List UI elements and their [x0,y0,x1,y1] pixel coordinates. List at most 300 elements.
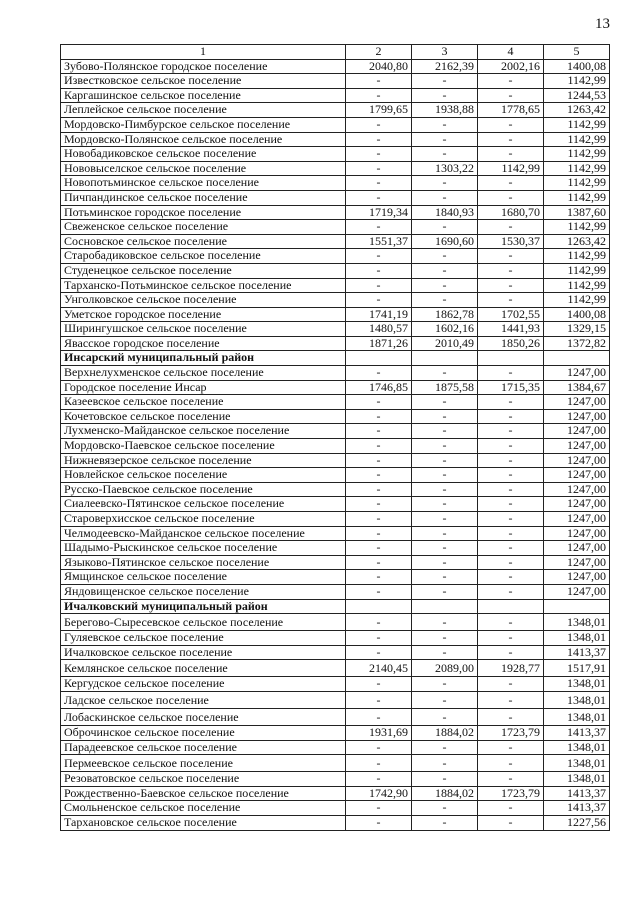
value-cell-2: 1799,65 [346,103,412,118]
value-cell-4: - [478,293,544,308]
settlement-name: Сиалеевско-Пятинское сельское поселение [61,497,346,512]
value-cell-4: - [478,468,544,483]
table-header-row [61,45,610,60]
value-cell-3: - [412,614,478,631]
value-cell-2: - [346,645,412,660]
settlement-name: Кемлянское сельское поселение [61,660,346,677]
value-cell-2: 1480,57 [346,322,412,337]
value-cell-2: - [346,117,412,132]
table-row [61,103,610,118]
table-row [61,132,610,147]
value-cell-3: - [412,497,478,512]
settlement-name: Студенецкое сельское поселение [61,263,346,278]
value-cell-2: - [346,395,412,410]
settlement-name: Тархановское сельское поселение [61,815,346,830]
value-cell-2: - [346,190,412,205]
value-cell-2: - [346,249,412,264]
value-cell-4: - [478,482,544,497]
value-cell-4: - [478,74,544,89]
settlement-name: Пичпандинское сельское поселение [61,190,346,205]
value-cell-5: 1413,37 [544,645,610,660]
value-cell-3: - [412,512,478,527]
settlement-name: Казеевское сельское поселение [61,395,346,410]
table-row [61,278,610,293]
value-cell-4: - [478,220,544,235]
value-cell-3: 1938,88 [412,103,478,118]
value-cell-4: - [478,541,544,556]
value-cell-5: 1247,00 [544,512,610,527]
value-cell-5: 1348,01 [544,708,610,725]
value-cell-5: 1384,67 [544,380,610,395]
table-row [61,786,610,801]
value-cell-2: - [346,453,412,468]
value-cell-4: 1702,55 [478,307,544,322]
value-cell-2: - [346,293,412,308]
value-cell-3: - [412,147,478,162]
value-cell-5: 1247,00 [544,555,610,570]
value-cell-2: - [346,570,412,585]
value-cell-4 [478,351,544,366]
settlement-name: Кергудское сельское поселение [61,677,346,692]
table-row [61,409,610,424]
settlement-name: Оброчинское сельское поселение [61,725,346,740]
settlement-name: Мордовско-Паевское сельское поселение [61,439,346,454]
settlement-name: Резоватовское сельское поселение [61,772,346,787]
value-cell-4: - [478,263,544,278]
table-row [61,497,610,512]
value-cell-3 [412,599,478,614]
value-cell-3: - [412,249,478,264]
value-cell-5: 1413,37 [544,786,610,801]
table-row [61,453,610,468]
value-cell-4: - [478,190,544,205]
table-row [61,249,610,264]
table-row [61,614,610,631]
value-cell-4: - [478,631,544,646]
value-cell-4: - [478,88,544,103]
value-cell-3: - [412,526,478,541]
value-cell-5: 1247,00 [544,395,610,410]
value-cell-5: 1329,15 [544,322,610,337]
value-cell-5: 1247,00 [544,366,610,381]
settlement-name: Русско-Паевское сельское поселение [61,482,346,497]
settlement-name: Ичалковское сельское поселение [61,645,346,660]
settlement-name: Ладское сельское поселение [61,691,346,708]
value-cell-5: 1348,01 [544,740,610,755]
value-cell-2: - [346,263,412,278]
settlement-name: Сосновское сельское поселение [61,234,346,249]
value-cell-3: - [412,815,478,830]
value-cell-5 [544,351,610,366]
value-cell-4: - [478,555,544,570]
value-cell-3: 1875,58 [412,380,478,395]
value-cell-4: - [478,424,544,439]
settlement-name: Лухменско-Майданское сельское поселение [61,424,346,439]
value-cell-3: - [412,409,478,424]
value-cell-3: - [412,772,478,787]
table-row [61,691,610,708]
value-cell-3: - [412,555,478,570]
settlement-name: Языково-Пятинское сельское поселение [61,555,346,570]
value-cell-3: 2162,39 [412,59,478,74]
value-cell-4: 1715,35 [478,380,544,395]
column-header: 4 [478,45,544,60]
value-cell-4: - [478,677,544,692]
value-cell-4: - [478,645,544,660]
settlement-name: Уметское городское поселение [61,307,346,322]
value-cell-3: - [412,278,478,293]
table-row [61,512,610,527]
section-header-row [61,351,610,366]
settlement-name: Городское поселение Инсар [61,380,346,395]
value-cell-4 [478,599,544,614]
value-cell-3: - [412,677,478,692]
value-cell-3: - [412,293,478,308]
value-cell-2: - [346,424,412,439]
table-row [61,631,610,646]
table-row [61,725,610,740]
settlement-name: Шадымо-Рыскинское сельское поселение [61,541,346,556]
value-cell-5: 1247,00 [544,526,610,541]
value-cell-2: - [346,161,412,176]
value-cell-2: - [346,584,412,599]
value-cell-2: - [346,74,412,89]
value-cell-3: - [412,190,478,205]
tariff-table-container [60,44,610,831]
value-cell-4: - [478,147,544,162]
value-cell-5: 1247,00 [544,541,610,556]
settlement-name: Потьминское городское поселение [61,205,346,220]
value-cell-3: - [412,584,478,599]
settlement-name: Берегово-Сыресевское сельское поселение [61,614,346,631]
settlement-name: Челмодеевско-Майданское сельское поселение [61,526,346,541]
value-cell-5: 1142,99 [544,220,610,235]
table-row [61,584,610,599]
settlement-name: Явасское городское поселение [61,336,346,351]
value-cell-3: - [412,691,478,708]
value-cell-5: 1517,91 [544,660,610,677]
value-cell-4: - [478,249,544,264]
table-row [61,336,610,351]
settlement-name: Пермеевское сельское поселение [61,755,346,772]
value-cell-3: - [412,220,478,235]
value-cell-3: - [412,263,478,278]
value-cell-2: - [346,801,412,816]
value-cell-2: 1741,19 [346,307,412,322]
value-cell-5: 1142,99 [544,161,610,176]
value-cell-4: - [478,132,544,147]
value-cell-2: - [346,220,412,235]
table-row [61,234,610,249]
value-cell-2: 1746,85 [346,380,412,395]
value-cell-5: 1348,01 [544,691,610,708]
value-cell-2: - [346,555,412,570]
value-cell-2: - [346,691,412,708]
table-row [61,677,610,692]
value-cell-4: 1530,37 [478,234,544,249]
settlement-name: Парадеевское сельское поселение [61,740,346,755]
value-cell-5: 1142,99 [544,117,610,132]
value-cell-5: 1263,42 [544,103,610,118]
value-cell-4: - [478,772,544,787]
table-row [61,815,610,830]
table-body [61,59,610,830]
value-cell-2: 1719,34 [346,205,412,220]
value-cell-5: 1247,00 [544,468,610,483]
table-row [61,395,610,410]
page-number: 13 [595,16,610,32]
tariff-table [60,44,610,831]
table-row [61,482,610,497]
value-cell-2: - [346,772,412,787]
value-cell-3: - [412,645,478,660]
value-cell-5: 1142,99 [544,132,610,147]
table-row [61,526,610,541]
value-cell-3: - [412,366,478,381]
value-cell-5: 1227,56 [544,815,610,830]
value-cell-4: - [478,497,544,512]
value-cell-2: - [346,132,412,147]
value-cell-5: 1247,00 [544,453,610,468]
district-name: Инсарский муниципальный район [61,351,346,366]
value-cell-2: 1931,69 [346,725,412,740]
value-cell-3: - [412,439,478,454]
value-cell-2: - [346,176,412,191]
value-cell-3: - [412,631,478,646]
table-row [61,801,610,816]
table-row [61,307,610,322]
table-row [61,570,610,585]
value-cell-5: 1247,00 [544,409,610,424]
value-cell-4: - [478,570,544,585]
value-cell-4: - [478,395,544,410]
table-row [61,74,610,89]
value-cell-4: - [478,740,544,755]
table-row [61,468,610,483]
value-cell-3: - [412,176,478,191]
table-row [61,293,610,308]
value-cell-4: - [478,815,544,830]
table-row [61,220,610,235]
value-cell-5: 1263,42 [544,234,610,249]
settlement-name: Ямщинское сельское поселение [61,570,346,585]
value-cell-4: 1723,79 [478,725,544,740]
value-cell-2 [346,351,412,366]
table-row [61,322,610,337]
value-cell-3: - [412,468,478,483]
settlement-name: Унголковское сельское поселение [61,293,346,308]
value-cell-3: - [412,88,478,103]
value-cell-5: 1413,37 [544,801,610,816]
value-cell-2: - [346,409,412,424]
value-cell-5: 1142,99 [544,263,610,278]
value-cell-2: - [346,88,412,103]
value-cell-4: - [478,691,544,708]
settlement-name: Ширингушское сельское поселение [61,322,346,337]
settlement-name: Лобаскинское сельское поселение [61,708,346,725]
value-cell-2: - [346,439,412,454]
value-cell-5: 1400,08 [544,307,610,322]
value-cell-2: - [346,526,412,541]
table-row [61,645,610,660]
value-cell-4: 1441,93 [478,322,544,337]
settlement-name: Староверхисское сельское поселение [61,512,346,527]
value-cell-5: 1244,53 [544,88,610,103]
value-cell-2: - [346,815,412,830]
value-cell-5: 1142,99 [544,293,610,308]
value-cell-4: - [478,176,544,191]
value-cell-4: 1142,99 [478,161,544,176]
table-row [61,176,610,191]
settlement-name: Зубово-Полянское городское поселение [61,59,346,74]
value-cell-3: - [412,395,478,410]
value-cell-2: - [346,512,412,527]
value-cell-4: - [478,278,544,293]
table-row [61,147,610,162]
value-cell-3: - [412,74,478,89]
value-cell-3: - [412,117,478,132]
value-cell-2: - [346,468,412,483]
settlement-name: Новлейское сельское поселение [61,468,346,483]
value-cell-3 [412,351,478,366]
settlement-name: Старобадиковское сельское поселение [61,249,346,264]
table-row [61,59,610,74]
settlement-name: Леплейское сельское поселение [61,103,346,118]
value-cell-3: 1602,16 [412,322,478,337]
value-cell-5: 1142,99 [544,176,610,191]
value-cell-4: - [478,801,544,816]
value-cell-2: - [346,482,412,497]
value-cell-3: 1690,60 [412,234,478,249]
value-cell-4: - [478,512,544,527]
table-row [61,366,610,381]
settlement-name: Мордовско-Пимбурское сельское поселение [61,117,346,132]
table-row [61,555,610,570]
value-cell-2: - [346,278,412,293]
value-cell-3: - [412,755,478,772]
value-cell-5: 1247,00 [544,570,610,585]
value-cell-5: 1142,99 [544,278,610,293]
value-cell-5: 1348,01 [544,677,610,692]
value-cell-5: 1387,60 [544,205,610,220]
value-cell-3: 1303,22 [412,161,478,176]
value-cell-5: 1247,00 [544,584,610,599]
value-cell-5: 1247,00 [544,497,610,512]
settlement-name: Новобадиковское сельское поселение [61,147,346,162]
settlement-name: Верхнелухменское сельское поселение [61,366,346,381]
settlement-name: Яндовищенское сельское поселение [61,584,346,599]
table-row [61,117,610,132]
value-cell-4: 1680,70 [478,205,544,220]
value-cell-3: - [412,132,478,147]
value-cell-3: 2089,00 [412,660,478,677]
value-cell-3: 1840,93 [412,205,478,220]
value-cell-5: 1348,01 [544,631,610,646]
section-header-row [61,599,610,614]
table-row [61,424,610,439]
settlement-name: Нижневязерское сельское поселение [61,453,346,468]
value-cell-2: - [346,631,412,646]
value-cell-3: 1884,02 [412,725,478,740]
value-cell-3: - [412,708,478,725]
table-row [61,190,610,205]
value-cell-2 [346,599,412,614]
table-row [61,263,610,278]
settlement-name: Каргашинское сельское поселение [61,88,346,103]
value-cell-2: - [346,541,412,556]
settlement-name: Известковское сельское поселение [61,74,346,89]
value-cell-5: 1400,08 [544,59,610,74]
value-cell-4: - [478,453,544,468]
value-cell-2: 2040,80 [346,59,412,74]
value-cell-5: 1348,01 [544,614,610,631]
settlement-name: Кочетовское сельское поселение [61,409,346,424]
value-cell-3: 1862,78 [412,307,478,322]
column-header: 2 [346,45,412,60]
value-cell-5: 1142,99 [544,147,610,162]
value-cell-5: 1247,00 [544,482,610,497]
value-cell-2: - [346,755,412,772]
value-cell-2: 1742,90 [346,786,412,801]
value-cell-2: - [346,614,412,631]
table-row [61,755,610,772]
settlement-name: Новопотьминское сельское поселение [61,176,346,191]
value-cell-4: - [478,366,544,381]
value-cell-5: 1348,01 [544,755,610,772]
table-row [61,380,610,395]
table-row [61,205,610,220]
value-cell-2: 1551,37 [346,234,412,249]
value-cell-3: - [412,541,478,556]
settlement-name: Мордовско-Полянское сельское поселение [61,132,346,147]
value-cell-5: 1348,01 [544,772,610,787]
value-cell-4: - [478,409,544,424]
column-header: 5 [544,45,610,60]
value-cell-5: 1413,37 [544,725,610,740]
table-row [61,541,610,556]
table-row [61,772,610,787]
value-cell-5: 1372,82 [544,336,610,351]
column-header: 3 [412,45,478,60]
value-cell-3: - [412,482,478,497]
value-cell-5: 1142,99 [544,190,610,205]
table-row [61,161,610,176]
value-cell-5: 1247,00 [544,424,610,439]
table-row [61,708,610,725]
value-cell-4: 1928,77 [478,660,544,677]
value-cell-4: 1850,26 [478,336,544,351]
value-cell-4: - [478,708,544,725]
value-cell-3: - [412,740,478,755]
value-cell-5: 1142,99 [544,74,610,89]
settlement-name: Свеженское сельское поселение [61,220,346,235]
value-cell-4: - [478,117,544,132]
value-cell-2: - [346,366,412,381]
value-cell-4: 2002,16 [478,59,544,74]
value-cell-2: 2140,45 [346,660,412,677]
value-cell-2: - [346,740,412,755]
table-row [61,660,610,677]
value-cell-2: - [346,147,412,162]
value-cell-4: - [478,526,544,541]
value-cell-3: 2010,49 [412,336,478,351]
settlement-name: Тарханско-Потьминское сельское поселение [61,278,346,293]
table-row [61,740,610,755]
value-cell-3: - [412,570,478,585]
value-cell-4: 1778,65 [478,103,544,118]
column-header: 1 [61,45,346,60]
value-cell-2: 1871,26 [346,336,412,351]
